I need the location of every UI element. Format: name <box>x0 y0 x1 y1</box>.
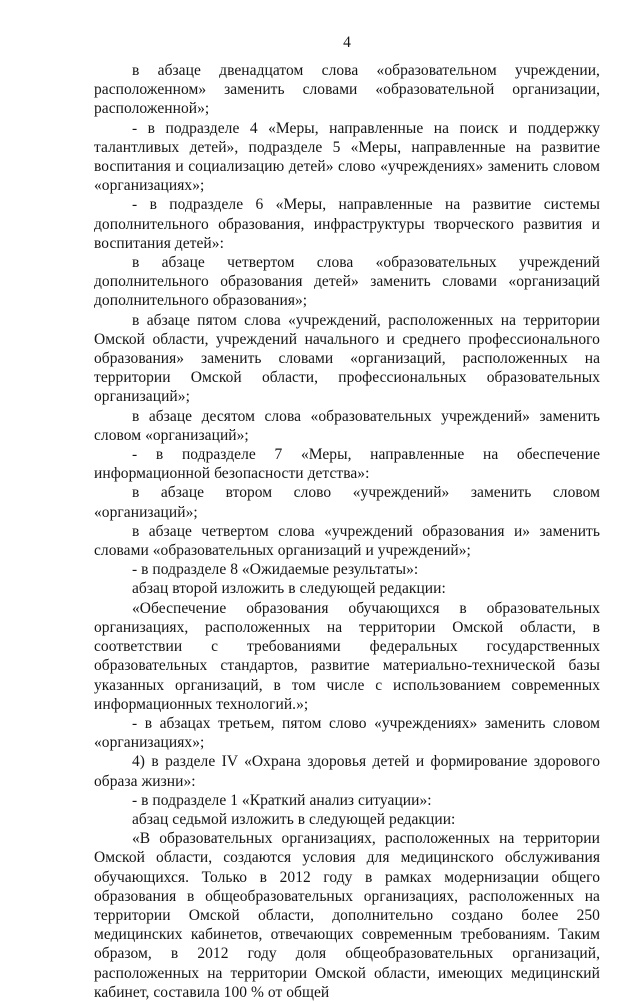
paragraph-2nd-abzac: в абзаце втором слово «учреждений» заменить словом «организаций»; <box>94 484 600 521</box>
page-number: 4 <box>343 34 351 51</box>
document-page <box>94 34 600 1002</box>
paragraph-subsection-8: - в подразделе 8 «Ожидаемые результаты»: <box>132 561 419 579</box>
paragraph-abzac-second-edition: абзац второй изложить в следующей редакции: <box>132 580 446 598</box>
paragraph-quote-medical: «В образовательных организациях, расположенных на территории Омской области, создаются условия для медицинского обслуживания обучающихся. Только в 2012 году в рамках модернизации общего образования в общеобразовательных организациях, расположенных на территории Омской области, дополнительно создано более 250 медицинских кабинетов, отвечающих современным требованиям. Таким образом, в 2012 году доля общеобразовательных организаций, расположенных на территории Омской области, имеющих медицинский кабинет, составила 100 % от общей <box>94 830 600 1001</box>
paragraph-3rd-5th-abzac: - в абзацах третьем, пятом слово «учреждениях» заменить словом «организациях»; <box>94 714 600 752</box>
paragraph-subsection-6: - в подразделе 6 «Меры, направленные на развитие системы дополнительного образования, инфраструктуры творческого развития и воспитания детей»: <box>94 196 600 252</box>
paragraph-subsection-1: - в подразделе 1 «Краткий анализ ситуации»: <box>132 791 432 809</box>
paragraph-10th-abzac: в абзаце десятом слова «образовательных учреждений» заменить словом «организаций»; <box>94 407 600 444</box>
paragraph-4th-abzac: в абзаце четвертом слова «образовательных учреждений дополнительного образования детей» заменить словами «организаций дополнительного образования»; <box>94 254 600 310</box>
paragraph-12th-abzac: в абзаце двенадцатом слова «образовательном учреждении, расположенном» заменить словами «образовательной организации, расположенной»; <box>94 62 600 118</box>
paragraph-subsection-4-5: - в подразделе 4 «Меры, направленные на поиск и поддержку талантливых детей», подразделе 5 «Меры, направленные на развитие воспитания и социализацию детей» слово «учреждениях» заменить словом «организациях»; <box>94 119 600 195</box>
paragraph-5th-abzac: в абзаце пятом слова «учреждений, расположенных на территории Омской области, учреждений начального и среднего профессионального образования» заменить словами «организаций, расположенных на территории Омской области, профессиональных образовательных организаций»; <box>94 311 600 406</box>
paragraph-7th-abzac: абзац седьмой изложить в следующей редакции: <box>132 810 456 828</box>
paragraph-section-iv: 4) в разделе IV «Охрана здоровья детей и формирование здорового образа жизни»: <box>94 753 600 790</box>
paragraph-4th-abzac-words: в абзаце четвертом слова «учреждений образования и» заменить словами «образовательных организаций и учреждений»; <box>94 522 600 560</box>
paragraph-subsection-7: - в подразделе 7 «Меры, направленные на обеспечение информационной безопасности детства»: <box>94 446 600 483</box>
paragraph-quote-provision: «Обеспечение образования обучающихся в образовательных организациях, расположенных на территории Омской области, в соответствии с требованиями федеральных государственных образовательных стандартов, развитие материально-технической базы указанных организаций, в том числе с использованием современных информационных технологий.»; <box>94 599 600 713</box>
